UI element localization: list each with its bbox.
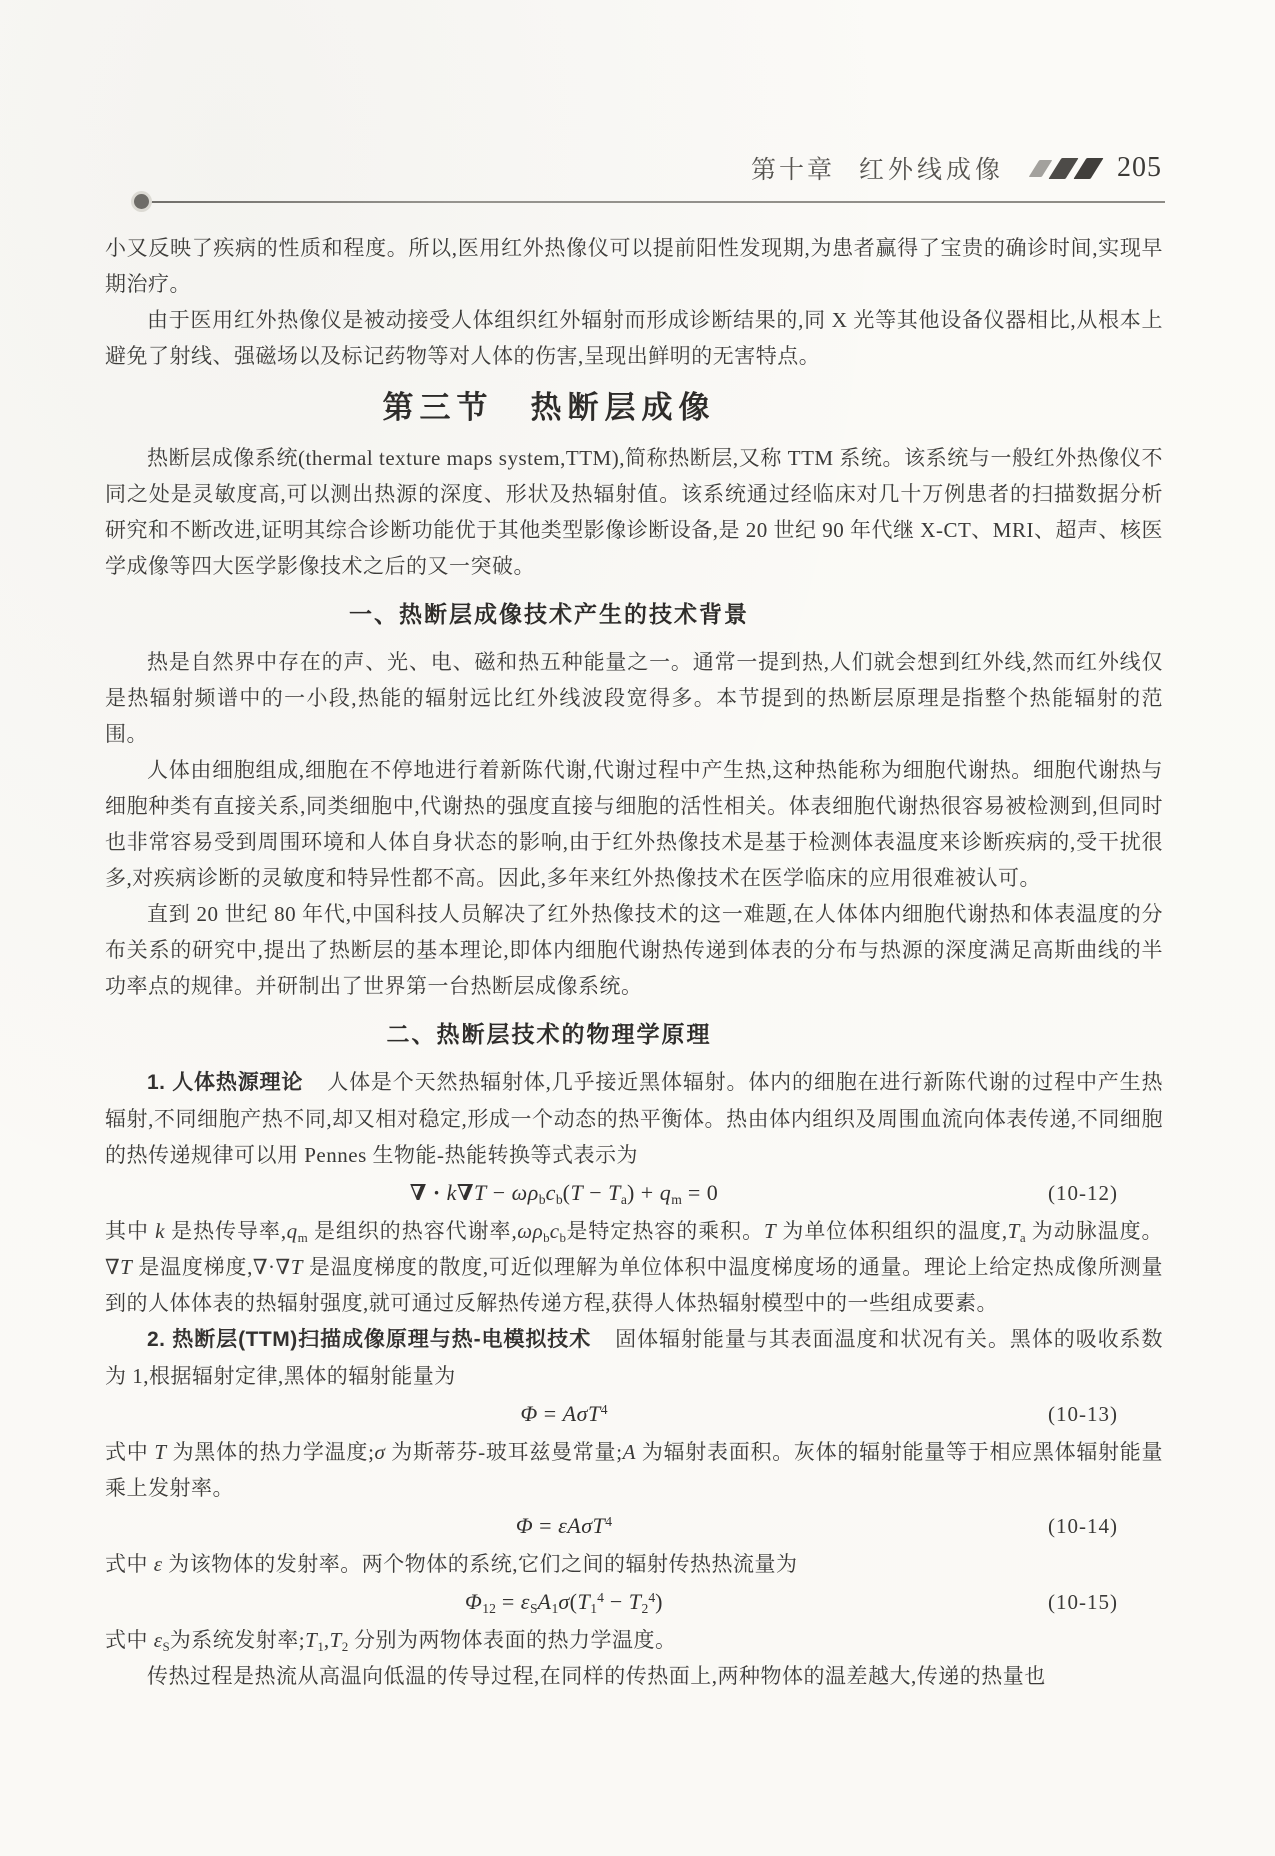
paragraph: 直到 20 世纪 80 年代,中国科技人员解决了红外热像技术的这一难题,在人体体内细胞代谢热和体表温度的分布关系的研究中,提出了热断层的基本理论,即体内细胞代谢热传递到体表的分布与热源的深度满足高斯曲线的半功率点的规律。并研制出了世界第一台热断层成像系统。 [105,902,1163,998]
paragraph-formula-note: 式中 ε 为该物体的发射率。两个物体的系统,它们之间的辐射传热热流量为 [105,1552,798,1576]
numbered-item-lead: 2. 热断层(TTM)扫描成像原理与热-电模拟技术 [147,1328,592,1351]
slash-icon [1029,160,1053,177]
numbered-item-text: 人体是个天然热辐射体,几乎接近黑体辐射。体内的细胞在进行新陈代谢的过程中产生热辐射,不同细胞产热不同,却又相对稳定,形成一个动态的热平衡体。热由体内组织及周围血流向体表传递,不同细胞的热传递规律可以用 Pennes 生物能-热能转换等式表示为 [105,1070,1163,1167]
paragraph-formula-note: 式中 T 为黑体的热力学温度;σ 为斯蒂芬-玻耳兹曼常量;A 为辐射表面积。灰体的辐射能量等于相应黑体辐射能量乘上发射率。 [105,1440,1164,1500]
slash-icon [1048,158,1078,179]
subsection-heading-2: 二、热断层技术的物理学原理 [386,1021,712,1047]
formula-10-13 [105,1394,1163,1434]
equation: Φ = εAσT$^4$ [515,1513,613,1538]
paragraph: 人体由细胞组成,细胞在不停地进行着新陈代谢,代谢过程中产生热,这种热能称为细胞代谢热。细胞代谢热与细胞种类有直接关系,同类细胞中,代谢热的强度直接与细胞的活性相关。体表细胞代谢热很容易被检测到,但同时也非常容易受到周围环境和人体自身状态的影响,由于红外热像技术是基于检测体表温度来诊断疾病的,受干扰很多,对疾病诊断的灵敏度和特异性都不高。因此,多年来红外热像技术在医学临床的应用很难被认可。 [105,758,1163,890]
numbered-item-lead: 1. 人体热源理论 [147,1071,304,1094]
paragraph-formula-note: 式中 $\varepsilon_S$为系统发射率$;T_1,T_2$ 分别为两物体表面的热力学温度。 [105,1628,677,1654]
equation-number: (10-12) [1048,1181,1118,1205]
equation-number: (10-14) [1048,1514,1118,1538]
running-head [751,150,1162,186]
paragraph: 热是自然界中存在的声、光、电、磁和热五种能量之一。通常一提到热,人们就会想到红外线,然而红外线仅是热辐射频谱中的一小段,热能的辐射远比红外线波段宽得多。本节提到的热断层原理是指整个热能辐射的范围。 [105,650,1163,746]
equation-number: (10-15) [1048,1590,1118,1614]
formula-10-14 [105,1506,1163,1546]
subsection-heading-1: 一、热断层成像技术产生的技术背景 [349,601,749,627]
chapter-title: 红外线成像 [858,157,1004,184]
numbered-item-1 [105,1064,1163,1173]
paragraph: 传热过程是热流从高温向低温的传导过程,在同样的传热面上,两种物体的温差越大,传递的热量也 [147,1664,1046,1688]
equation-number: (10-13) [1048,1402,1118,1426]
formula-10-12 [105,1173,1163,1213]
section-heading: 第三节 热断层成像 [382,390,716,425]
numbered-item-2 [105,1321,1163,1394]
slash-icon [1073,158,1103,179]
page-body [105,204,1163,1694]
header-rule [140,201,1165,203]
paragraph: 热断层成像系统(thermal texture maps system,TTM),简称热断层,又称 TTM 系统。该系统与一般红外热像仪不同之处是灵敏度高,可以测出热源的深度、形状及热辐射值。该系统通过经临床对几十万例患者的扫描数据分析研究和不断改进,证明其综合诊断功能优于其他类型影像诊断设备,是 20 世纪 90 年代继 X-CT、MRI、超声、核医学成像等四大医学影像技术之后的又一突破。 [105,446,1163,578]
page-number: 205 [1117,152,1162,183]
paragraph-formula-note: 其中 k 是热传导率$,q_m$ 是组织的热容代谢率$,\omega\rho_bc_b$是特定热容的乘积。T 为单位体积组织的温度$,T_a$ 为动脉温度。∇T 是温度梯度,∇·∇T 是温度梯度的散度,可近似理解为单位体积中温度梯度场的通量。理论上给定热成像所测量到的人体体表的热辐射强度,就可通过反解热传递方程,获得人体热辐射模型中的一些组成要素。 [105,1219,1164,1315]
paragraph-continuation: 小又反映了疾病的性质和程度。所以,医用红外热像仪可以提前阳性发现期,为患者赢得了宝贵的确诊时间,实现早期治疗。 [105,236,1163,296]
equation: $\Phi_{12} = \varepsilon_SA_1\sigma(T_1^4 - T_2^4)$ [465,1589,663,1617]
chapter-label: 第十章 [750,157,835,184]
numbered-item-text: 固体辐射能量与其表面温度和状况有关。黑体的吸收系数为 1,根据辐射定律,黑体的辐射能量为 [105,1327,1163,1388]
formula-10-15 [105,1582,1163,1622]
header-slash-decoration-icon [1034,158,1097,179]
equation: Φ = AσT$^4$ [520,1401,608,1426]
equation: ∇ · $k\nabla T - \omega\rho_bc_b(T - T_a) + q_m = 0$ [409,1180,719,1208]
paragraph: 由于医用红外热像仪是被动接受人体组织红外辐射而形成诊断结果的,同 X 光等其他设备仪器相比,从根本上避免了射线、强磁场以及标记药物等对人体的伤害,呈现出鲜明的无害特点。 [105,308,1163,368]
